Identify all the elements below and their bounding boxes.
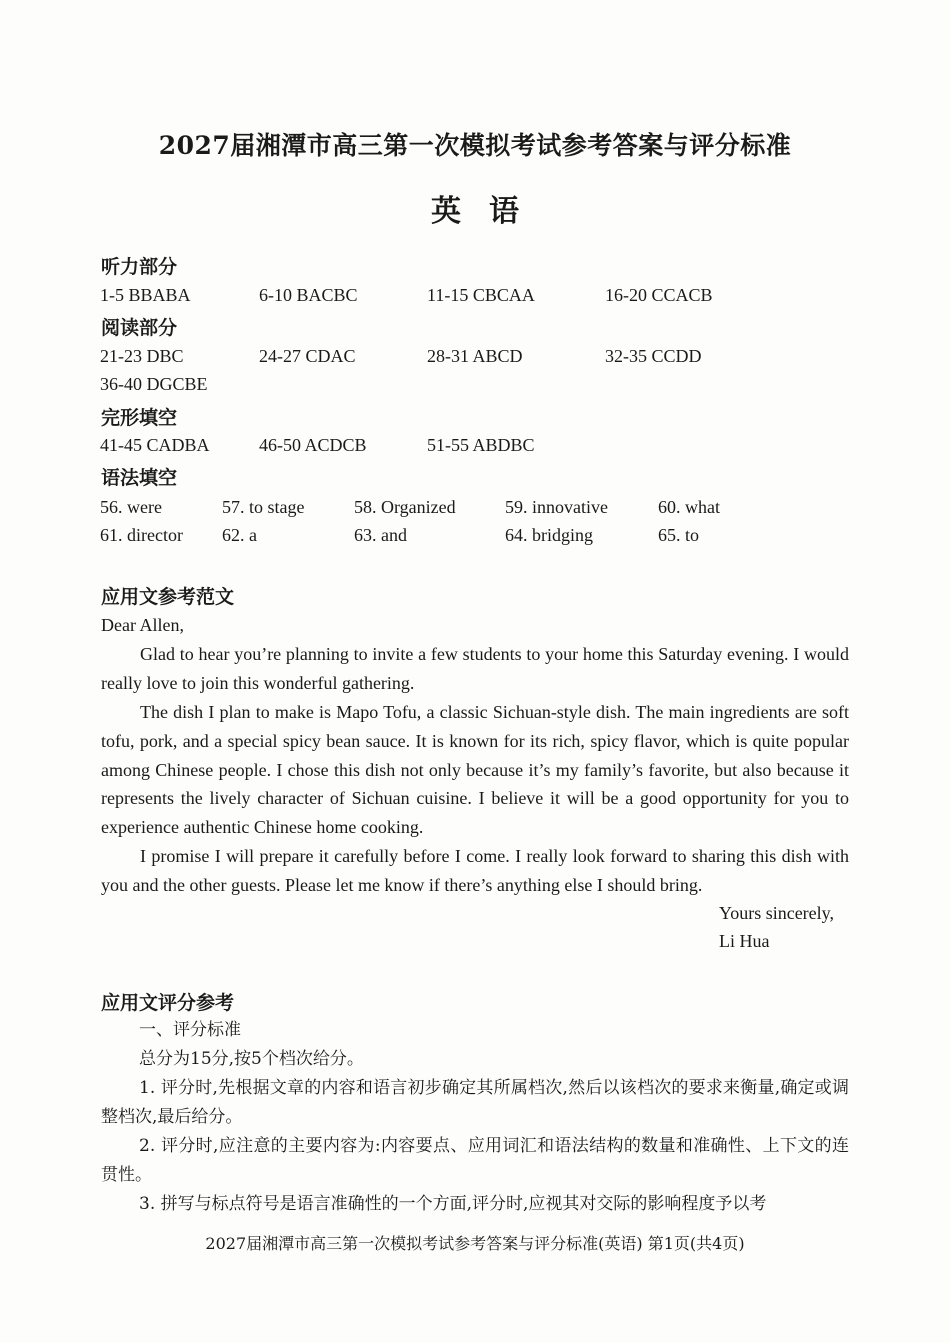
answer-group: 1-5 BBABA: [100, 285, 191, 305]
scoring-heading: 应用文评分参考: [101, 992, 235, 1014]
reading-heading: 阅读部分: [101, 317, 178, 339]
letter-paragraph: The dish I plan to make is Mapo Tofu, a classic Sichuan-style dish. The main ingredients are soft tofu, pork, and a special spicy bean sauce. It is known for its rich, spicy flavor, which is quite popular among Chinese people. I chose this dish not only because it’s my family’s favorite, but also because it represents the lively character of Sichuan cuisine. I believe it will be a good opportunity for you to experience authentic Chinese home cooking.: [101, 701, 849, 838]
rubric-line: 1. 评分时,先根据文章的内容和语言初步确定其所属档次,然后以该档次的要求来衡量,确定或调整档次,最后给分。: [101, 1078, 849, 1127]
page-footer: 2027届湘潭市高三第一次模拟考试参考答案与评分标准(英语) 第1页(共4页): [205, 1234, 745, 1253]
answer-group: 36-40 DGCBE: [100, 374, 208, 394]
cloze-answers-row: [100, 435, 860, 459]
answer-group: 51-55 ABDBC: [427, 435, 535, 455]
answer-group: 32-35 CCDD: [605, 346, 702, 366]
letter-paragraph: I promise I will prepare it carefully before I come. I really look forward to sharing this dish with you and the other guests. Please let me know if there’s anything else I should bring.: [101, 846, 849, 896]
grammar-heading: 语法填空: [101, 467, 178, 489]
essay-heading: 应用文参考范文: [101, 586, 235, 608]
scoring-rubric: [101, 1016, 849, 1219]
answer-item: 60. what: [658, 497, 720, 517]
answer-group: 11-15 CBCAA: [427, 285, 535, 305]
answer-group: 24-27 CDAC: [259, 346, 356, 366]
answer-group: 16-20 CCACB: [605, 285, 713, 305]
grammar-answers-row: [100, 497, 860, 521]
subject-title: 英语: [431, 194, 547, 229]
letter-paragraph: Glad to hear you’re planning to invite a few students to your home this Saturday evening. I would really love to join this wonderful gathering.: [101, 643, 849, 693]
letter-greeting: Dear Allen,: [101, 615, 184, 635]
page-title: 2027届湘潭市高三第一次模拟考试参考答案与评分标准: [158, 131, 792, 160]
reading-answers-row: [100, 346, 860, 370]
letter-signature: Li Hua: [719, 931, 770, 951]
answer-item: 58. Organized: [354, 497, 456, 517]
listening-heading: 听力部分: [101, 256, 178, 278]
rubric-line: 2. 评分时,应注意的主要内容为:内容要点、应用词汇和语法结构的数量和准确性、上下文的连贯性。: [101, 1136, 849, 1185]
answer-group: 28-31 ABCD: [427, 346, 523, 366]
grammar-answers-row: [100, 525, 860, 549]
rubric-line: 3. 拼写与标点符号是语言准确性的一个方面,评分时,应视其对交际的影响程度予以考: [139, 1194, 767, 1214]
rubric-line: 一、评分标准: [139, 1020, 241, 1040]
model-letter: [101, 611, 849, 900]
answer-group: 6-10 BACBC: [259, 285, 358, 305]
answer-group: 46-50 ACDCB: [259, 435, 367, 455]
listening-answers-row: [100, 285, 860, 309]
answer-item: 65. to: [658, 525, 700, 545]
answer-item: 61. director: [100, 525, 183, 545]
rubric-line: 总分为15分,按5个档次给分。: [139, 1049, 364, 1069]
answer-item: 64. bridging: [505, 525, 593, 545]
letter-closing: Yours sincerely,: [719, 903, 834, 923]
answer-group: 41-45 CADBA: [100, 435, 210, 455]
answer-item: 57. to stage: [222, 497, 305, 517]
answer-item: 63. and: [354, 525, 407, 545]
answer-item: 62. a: [222, 525, 257, 545]
answer-item: 56. were: [100, 497, 162, 517]
answer-item: 59. innovative: [505, 497, 608, 517]
cloze-heading: 完形填空: [101, 407, 178, 429]
reading-answers-row: [100, 374, 860, 398]
answer-group: 21-23 DBC: [100, 346, 184, 366]
